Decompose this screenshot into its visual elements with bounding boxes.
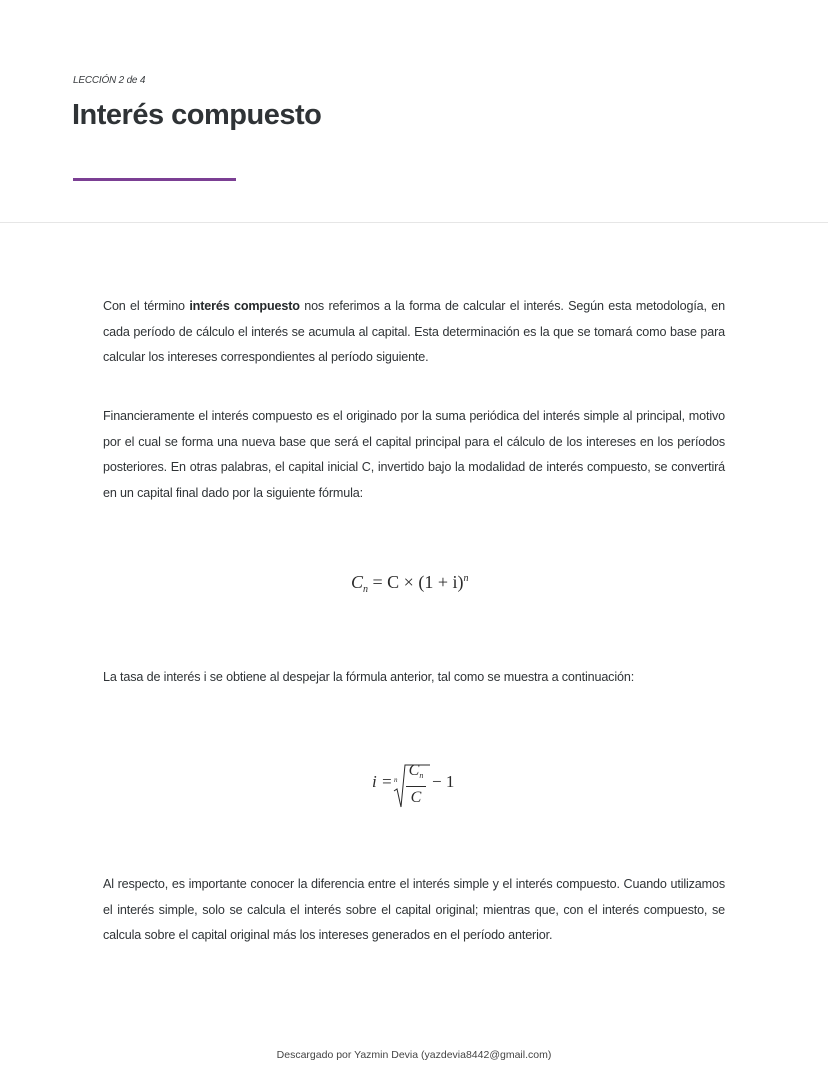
formula-lhs: i = [372, 772, 393, 791]
formula-tail: − 1 [432, 772, 455, 791]
title-accent-bar [73, 178, 236, 181]
formula-lhs-sub: n [363, 584, 369, 595]
fraction-numerator [406, 762, 426, 785]
text-span: Con el término [103, 299, 190, 313]
page-title: Interés compuesto [72, 99, 322, 131]
download-footer: Descargado por Yazmin Devia (yazdevia8442@gmail.com) [276, 1049, 552, 1061]
formula-rhs: = C × (1 + i) [372, 572, 464, 592]
paragraph-comparison: Al respecto, es importante conocer la diferencia entre el interés simple y el interés compuesto. Cuando utilizamos el interés simple, solo se calcula el interés sobre el capital original; mientras que, con el interés compuesto, se calcula sobre el capital original más los intereses generados en el período anterior. [103, 877, 725, 942]
lesson-header [0, 0, 828, 222]
numerator-sub: n [419, 771, 424, 780]
formula-exponent: n [463, 573, 469, 584]
lesson-counter: LECCIÓN 2 de 4 [73, 75, 146, 86]
formula-compound-capital [351, 572, 468, 595]
fraction-denominator: C [410, 789, 422, 806]
formula-lhs: C [351, 572, 364, 592]
paragraph-definition: Financieramente el interés compuesto es el originado por la suma periódica del interés simple al principal, motivo por el cual se forma una nueva base que será el capital principal para el cálculo de los intereses en los períodos posteriores. En otras palabras, el capital inicial C, invertido bajo la modalidad de interés compuesto, se convertirá en un capital final dado por la siguiente fórmula: [103, 409, 725, 500]
text-span: nos referimos a la forma de calcular el interés. Según esta metodología, en cada período de cálculo el interés se acumula al capital. Esta determinación es la que se tomará como base para calcular los intereses correspondientes al período siguiente. [103, 299, 725, 364]
bold-term: interés compuesto [189, 299, 300, 313]
paragraph-rate: La tasa de interés i se obtiene al despejar la fórmula anterior, tal como se muestra a continuación: [103, 670, 635, 684]
numerator-symbol: C [408, 762, 420, 779]
header-divider [0, 222, 828, 223]
fraction-bar [406, 786, 426, 787]
paragraph-intro [103, 294, 725, 371]
root-index: n [394, 776, 398, 784]
formula-fraction [406, 762, 426, 808]
